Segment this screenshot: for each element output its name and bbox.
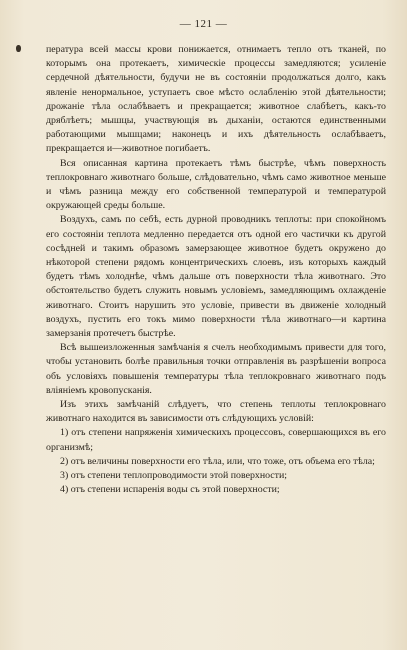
paragraph-2: Вся описанная картина протекаетъ тѣмъ быстрѣе, чѣмъ поверхность теплокровнаго животнаго больше, слѣдовательно, чѣмъ само животное меньше и чѣмъ разница между его собственной температурой и температурой окружающей среды больше. xyxy=(46,157,386,212)
page-body xyxy=(46,43,386,498)
paragraph-4: Всѣ вышеизложенныя замѣчанiя я счелъ необходимымъ привести для того, чтобы установить болѣе правильныя точки отправленiя въ разрѣшенiи вопроса объ условiяхъ повышенiя температуры тѣла теплокровнаго животнаго подъ влiянiемъ кровопусканiя. xyxy=(46,342,386,396)
list-item-1: 1) отъ степени напряженiя химическихъ процессовъ, совершающихся въ его организмѣ; xyxy=(46,427,386,453)
page-number: — 121 — xyxy=(179,18,228,30)
paragraph-5: Изъ этихъ замѣчанiй слѣдуетъ, что степень теплоты теплокровнаго животнаго находится въ зависимости отъ слѣдующихъ условiй: xyxy=(46,399,386,425)
list-item-2: 2) отъ величины поверхности его тѣла, или, что тоже, отъ объема его тѣла; xyxy=(60,455,375,467)
ink-blot-mark xyxy=(16,45,21,52)
paragraph-3: Воздухъ, самъ по себѣ, есть дурной проводникъ теплоты: при спокойномъ его состоянiи теплота медленно передается отъ одной его частички къ другой сосѣдней и такимъ образомъ замерзающее животное будетъ окружено до нѣкоторой степени рядомъ концентрическихъ слоевъ, изъ которыхъ каждый будетъ тѣмъ холоднѣе, чѣмъ дальше отъ поверхности тѣла животнаго. Это обстоятельство будетъ служить новымъ условiемъ, замедляющимъ охлажденiе животнаго. Стоитъ нарушить это условiе, привести въ движенiе холодный воздухъ, пустить его токъ мимо поверхности тѣла животнаго—и картина замерзанiя протечетъ быстрѣе. xyxy=(46,214,386,340)
list-item-3: 3) отъ степени теплопроводимости этой поверхности; xyxy=(60,470,288,482)
list-item-4: 4) отъ степени испаренiя воды съ этой поверхности; xyxy=(60,484,280,496)
paragraph-1: пературa всей массы крови понижается, отнимаетъ тепло отъ тканей, по которымъ она протекаетъ, химическiе процессы замедляются; усиленiе сердечной дѣятельности, будучи не въ состоянiи продолжаться долго, какъ явленiе ненормальное, уступаетъ свое мѣсто ослабленiю этой дѣятельности; дрожанiе тѣла ослабѣваетъ и прекращается; животное слабѣетъ, какъ-то дряблѣетъ; мышцы, участвующiя въ дыханiи, остаются единственными работающими мышцами; наконецъ и ихъ дѣятельность ослабѣваетъ, прекращается и—животное погибаетъ. xyxy=(46,44,386,155)
